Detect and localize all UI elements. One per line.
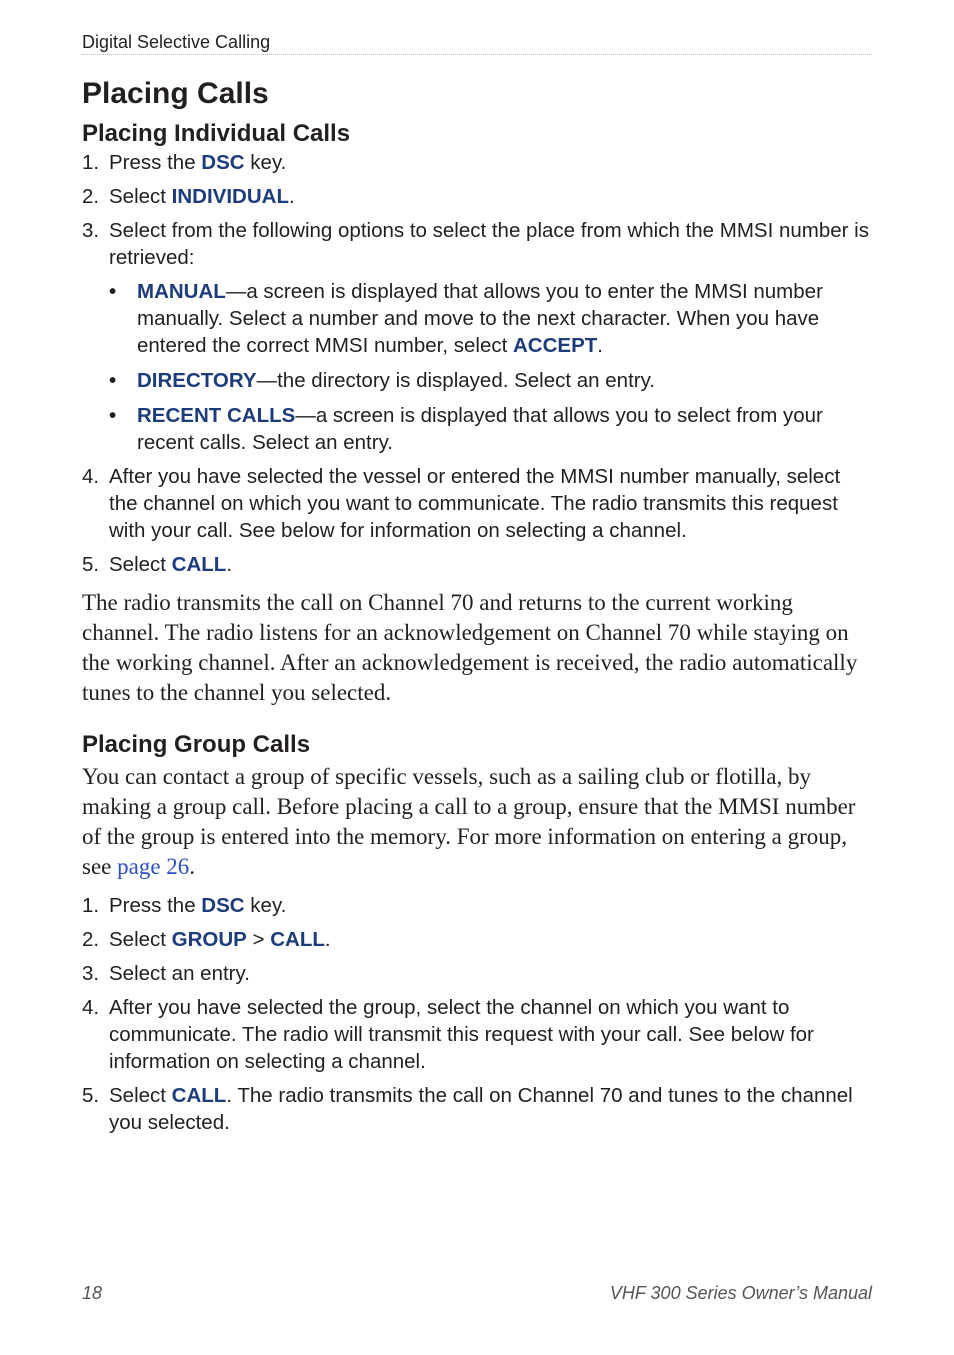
list-item: 5. Select CALL. The radio transmits the call on Channel 70 and tunes to the channel you selected. <box>82 1084 853 1134</box>
list-item: 1. Press the DSC key. <box>82 151 287 174</box>
individual-steps-list <box>82 149 872 578</box>
page-title: Placing Calls <box>82 77 269 110</box>
group-steps-list <box>82 892 872 1136</box>
list-item: 1. Press the DSC key. <box>82 894 287 917</box>
body-paragraph: The radio transmits the call on Channel 70 and returns to the current working channel. The radio listens for an acknowledgement on Channel 70 while staying on the working channel. After an acknowledgement is received, the radio automatically tunes to the channel you selected. <box>82 590 858 705</box>
intro-paragraph: You can contact a group of specific vessels, such as a sailing club or flotilla, by making a group call. Before placing a call to a group, ensure that the MMSI number of the group is entered into the memory. For more information on entering a group, see page 26. <box>82 764 856 879</box>
menu-option: MANUAL <box>137 280 226 303</box>
bullet-item: • DIRECTORY—the directory is displayed. Select an entry. <box>109 369 656 392</box>
section-individual-calls <box>82 119 872 708</box>
list-item: 4. After you have selected the group, select the channel on which you want to communicate. The radio will transmit this request with your call. See below for information on selecting a channel. <box>82 996 814 1073</box>
page-number: 18 <box>82 1283 103 1303</box>
list-item: 2. Select GROUP > CALL. <box>82 928 331 951</box>
menu-option: DIRECTORY <box>137 369 257 392</box>
manual-title: VHF 300 Series Owner’s Manual <box>609 1283 872 1303</box>
bullet-icon: • <box>109 280 117 303</box>
section-group-calls <box>82 730 872 1136</box>
list-item: 4. After you have selected the vessel or entered the MMSI number manually, select the channel on which you want to communicate. The radio transmits this request with your call. See below for information on selecting a channel. <box>82 465 841 542</box>
menu-option: INDIVIDUAL <box>171 185 289 208</box>
source-options-list <box>109 278 872 456</box>
key-name: DSC <box>201 151 245 174</box>
menu-option: GROUP <box>171 928 247 951</box>
menu-option: CALL <box>171 553 227 576</box>
bullet-item: • MANUAL—a screen is displayed that allows you to enter the MMSI number manually. Select a number and move to the next character. When you have entered the correct MMSI number, select ACCEPT. <box>109 280 823 357</box>
section-heading-individual: Placing Individual Calls <box>82 120 351 147</box>
menu-option: CALL <box>171 1084 227 1107</box>
menu-option: ACCEPT <box>513 334 598 357</box>
list-item: 3. Select from the following options to select the place from which the MMSI number is retrieved: • MANUAL—a screen is displayed that allows you to enter the MMSI number manually. Select a number and move to the next character. When you have entered the correct MMSI number, select ACCEPT. • DIRECTORY—the directory is displayed. Select an entry. • RECENT CALLS—a screen is displayed that allows you to select from your recent calls. Select an entry. <box>82 217 872 456</box>
bullet-item: • RECENT CALLS—a screen is displayed that allows you to select from your recent calls. Select an entry. <box>109 404 823 454</box>
page-link[interactable]: page 26 <box>117 854 190 879</box>
list-item: 2. Select INDIVIDUAL. <box>82 185 295 208</box>
menu-option: CALL <box>270 928 325 951</box>
menu-option: RECENT CALLS <box>137 404 296 427</box>
section-heading-group: Placing Group Calls <box>82 731 311 758</box>
list-item: 3. Select an entry. <box>82 962 250 985</box>
key-name: DSC <box>201 894 245 917</box>
bullet-icon: • <box>109 369 117 392</box>
running-header: Digital Selective Calling <box>82 31 872 55</box>
bullet-icon: • <box>109 404 117 427</box>
list-item: 5. Select CALL. <box>82 553 233 576</box>
